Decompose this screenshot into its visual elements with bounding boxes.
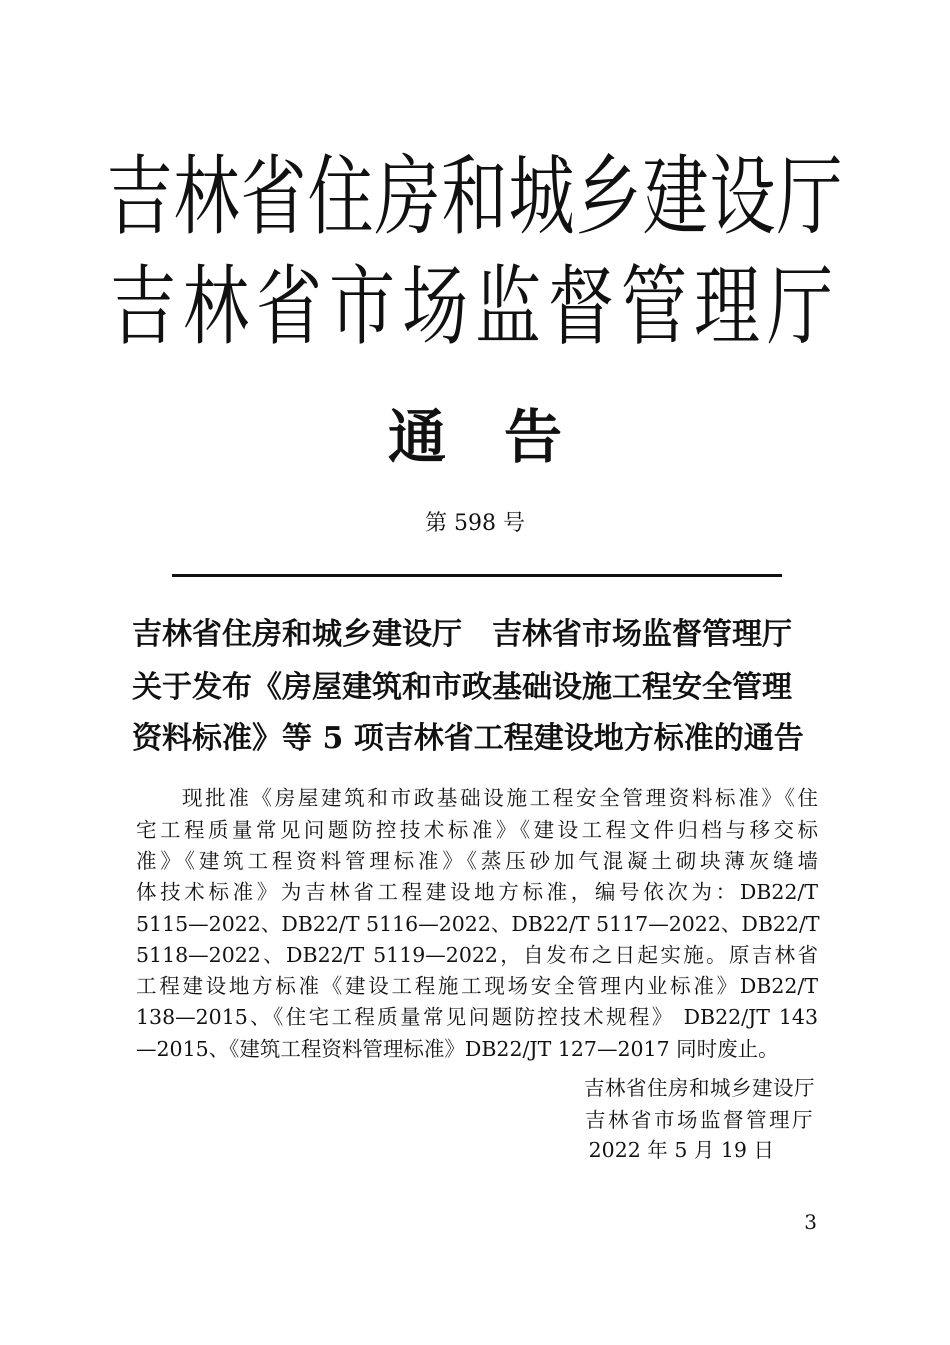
body-text-line: —2015、《建筑工程资料管理标准》DB22/JT 127—2017 同时废止。 <box>136 1037 779 1061</box>
issuing-agency-1: 吉林省住房和城乡建设厅 <box>106 146 844 248</box>
body-text-line: 138—2015、《住宅工程质量常见问题防控技术规程》 DB22/JT 143 <box>136 1005 818 1029</box>
body-text-line: 5118—2022、DB22/T 5119—2022，自发布之日起实施。原吉林省 <box>136 943 818 967</box>
signature-agency-1: 吉林省住房和城乡建设厅 <box>584 1076 815 1100</box>
issuing-agency-2: 吉林省市场监督管理厅 <box>110 256 840 358</box>
body-text-line: 现批准《房屋建筑和市政基础设施工程安全管理资料标准》《住 <box>182 786 818 810</box>
page-number: 3 <box>804 1210 817 1234</box>
body-text-line: 准》《建筑工程资料管理标准》《蒸压砂加气混凝土砌块薄灰缝墙 <box>136 849 818 873</box>
header-divider <box>172 574 782 577</box>
notice-title-line-3: 资料标准》等 5 项吉林省工程建设地方标准的通告 <box>132 721 804 756</box>
body-text-line: 宅工程质量常见问题防控技术标准》《建设工程文件归档与移交标 <box>136 818 818 842</box>
document-type-heading: 通告 <box>387 403 620 471</box>
signature-date: 2022 年 5 月 19 日 <box>588 1138 774 1162</box>
document-number: 第 598 号 <box>425 511 525 536</box>
notice-title-line-1: 吉林省住房和城乡建设厅 吉林省市场监督管理厅 <box>132 617 792 652</box>
body-text-line: 体技术标准》为吉林省工程建设地方标准，编号依次为：DB22/T <box>136 880 818 904</box>
body-text-line: 5115—2022、DB22/T 5116—2022、DB22/T 5117—2022、DB22/T <box>136 912 820 936</box>
body-text-line: 工程建设地方标准《建设工程施工现场安全管理内业标准》DB22/T <box>136 974 818 998</box>
notice-title-line-2: 关于发布《房屋建筑和市政基础设施工程安全管理 <box>132 670 792 705</box>
signature-agency-2: 吉林省市场监督管理厅 <box>585 1108 815 1132</box>
